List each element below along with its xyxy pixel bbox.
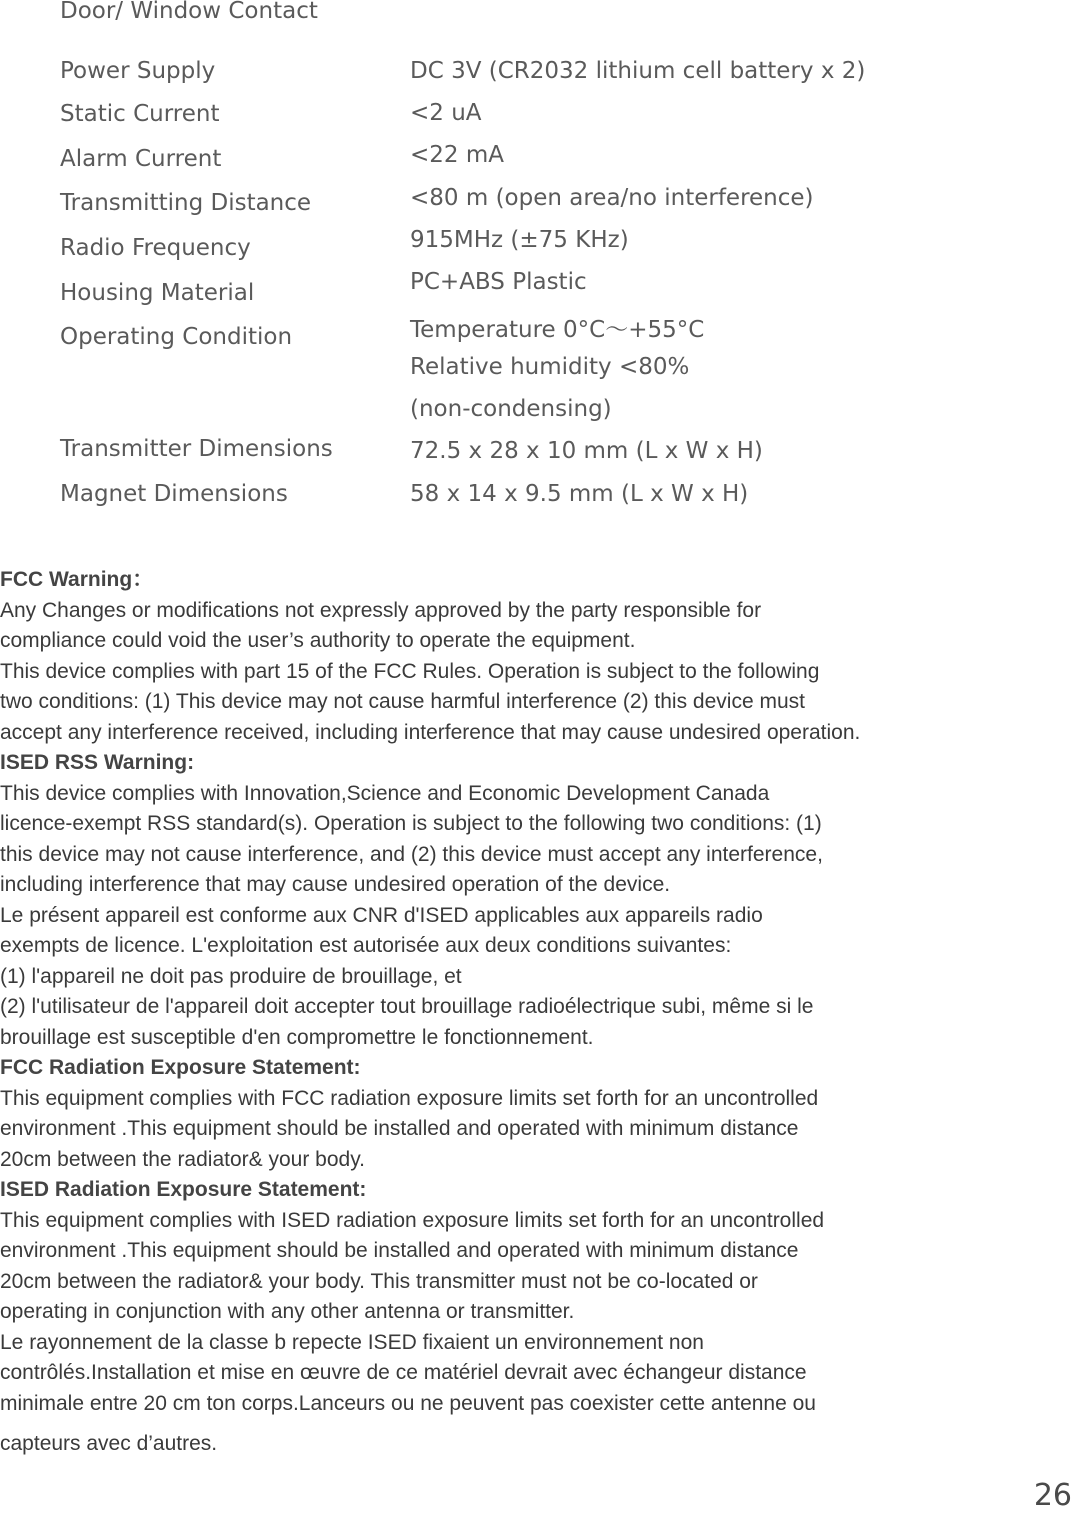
fcc-warning-line: two conditions: (1) This device may not cause harmful interference (2) this device must <box>0 690 805 713</box>
spec-value-alarm-current: <22 mA <box>410 142 504 168</box>
spec-value-static-current: <2 uA <box>410 100 482 126</box>
spec-label-transmitter-dimensions: Transmitter Dimensions <box>60 436 333 462</box>
spec-label-power-supply: Power Supply <box>60 58 216 84</box>
spec-value-magnet-dimensions: 58 x 14 x 9.5 mm (L x W x H) <box>410 481 749 507</box>
page-number: 26 <box>1033 1478 1072 1513</box>
spec-value-operating-note: (non-condensing) <box>410 396 612 422</box>
ised-rss-warning-line: exempts de licence. L'exploitation est autorisée aux deux conditions suivantes: <box>0 934 732 957</box>
fcc-warning-line: compliance could void the user’s authority to operate the equipment. <box>0 629 636 652</box>
spec-label-alarm-current: Alarm Current <box>60 146 222 172</box>
spec-label-housing-material: Housing Material <box>60 280 255 306</box>
ised-radiation-line: contrôlés.Installation et mise en œuvre de ce matériel devrait avec échangeur distance <box>0 1361 807 1384</box>
ised-rss-warning-line: licence-exempt RSS standard(s). Operation is subject to the following two conditions: (1) <box>0 812 822 835</box>
ised-rss-warning-heading: ISED RSS Warning: <box>0 751 195 774</box>
ised-radiation-line: operating in conjunction with any other antenna or transmitter. <box>0 1300 575 1323</box>
ised-rss-warning-line: This device complies with Innovation,Science and Economic Development Canada <box>0 781 770 805</box>
ised-rss-warning-line: brouillage est susceptible d'en compromettre le fonctionnement. <box>0 1025 594 1049</box>
spec-value-power-supply: DC 3V (CR2032 lithium cell battery x 2) <box>410 58 866 84</box>
fcc-radiation-line: 20cm between the radiator& your body. <box>0 1147 365 1171</box>
ised-radiation-line: environment .This equipment should be installed and operated with minimum distance <box>0 1239 799 1262</box>
fcc-radiation-heading: FCC Radiation Exposure Statement: <box>0 1056 361 1079</box>
spec-value-housing-material: PC+ABS Plastic <box>410 269 587 295</box>
ised-radiation-line: 20cm between the radiator& your body. This transmitter must not be co-located or <box>0 1269 758 1293</box>
fcc-warning-heading: FCC Warning： <box>0 568 154 591</box>
ised-rss-warning-line: (1) l'appareil ne doit pas produire de brouillage, et <box>0 964 462 988</box>
spec-value-operating-temperature: Temperature 0°C～+55°C <box>410 317 705 343</box>
spec-label-transmitting-distance: Transmitting Distance <box>60 190 312 216</box>
regulatory-statements <box>0 565 1076 1460</box>
section-title: Door/ Window Contact <box>60 0 318 24</box>
fcc-warning-line: Any Changes or modifications not expressly approved by the party responsible for <box>0 598 762 622</box>
spec-label-static-current: Static Current <box>60 101 220 127</box>
spec-value-transmitter-dimensions: 72.5 x 28 x 10 mm (L x W x H) <box>410 438 763 464</box>
ised-radiation-last-line: capteurs avec d’autres. <box>0 1432 218 1455</box>
spec-label-operating-condition: Operating Condition <box>60 324 293 350</box>
ised-rss-warning-line: Le présent appareil est conforme aux CNR d'ISED applicables aux appareils radio <box>0 903 763 927</box>
fcc-radiation-line: environment .This equipment should be installed and operated with minimum distance <box>0 1117 799 1140</box>
ised-radiation-line: Le rayonnement de la classe b repecte ISED fixaient un environnement non <box>0 1330 704 1354</box>
spec-value-radio-frequency: 915MHz (±75 KHz) <box>410 227 629 253</box>
spec-label-radio-frequency: Radio Frequency <box>60 235 251 261</box>
fcc-warning-line: This device complies with part 15 of the FCC Rules. Operation is subject to the following <box>0 659 820 683</box>
ised-rss-warning-line: including interference that may cause undesired operation of the device. <box>0 873 671 896</box>
ised-rss-warning-line: (2) l'utilisateur de l'appareil doit accepter tout brouillage radioélectrique subi, même si le <box>0 995 814 1018</box>
fcc-radiation-line: This equipment complies with FCC radiation exposure limits set forth for an uncontrolled <box>0 1086 819 1110</box>
spec-label-magnet-dimensions: Magnet Dimensions <box>60 481 288 507</box>
ised-radiation-line: minimale entre 20 cm ton corps.Lanceurs ou ne peuvent pas coexister cette antenne ou <box>0 1391 816 1415</box>
ised-radiation-line: This equipment complies with ISED radiation exposure limits set forth for an uncontrolled <box>0 1208 825 1232</box>
ised-rss-warning-line: this device may not cause interference, and (2) this device must accept any interference, <box>0 842 823 866</box>
fcc-warning-line: accept any interference received, including interference that may cause undesired operation. <box>0 720 861 744</box>
ised-radiation-heading: ISED Radiation Exposure Statement: <box>0 1178 367 1201</box>
spec-value-transmitting-distance: <80 m (open area/no interference) <box>410 185 814 211</box>
spec-value-operating-humidity: Relative humidity <80% <box>410 354 690 380</box>
